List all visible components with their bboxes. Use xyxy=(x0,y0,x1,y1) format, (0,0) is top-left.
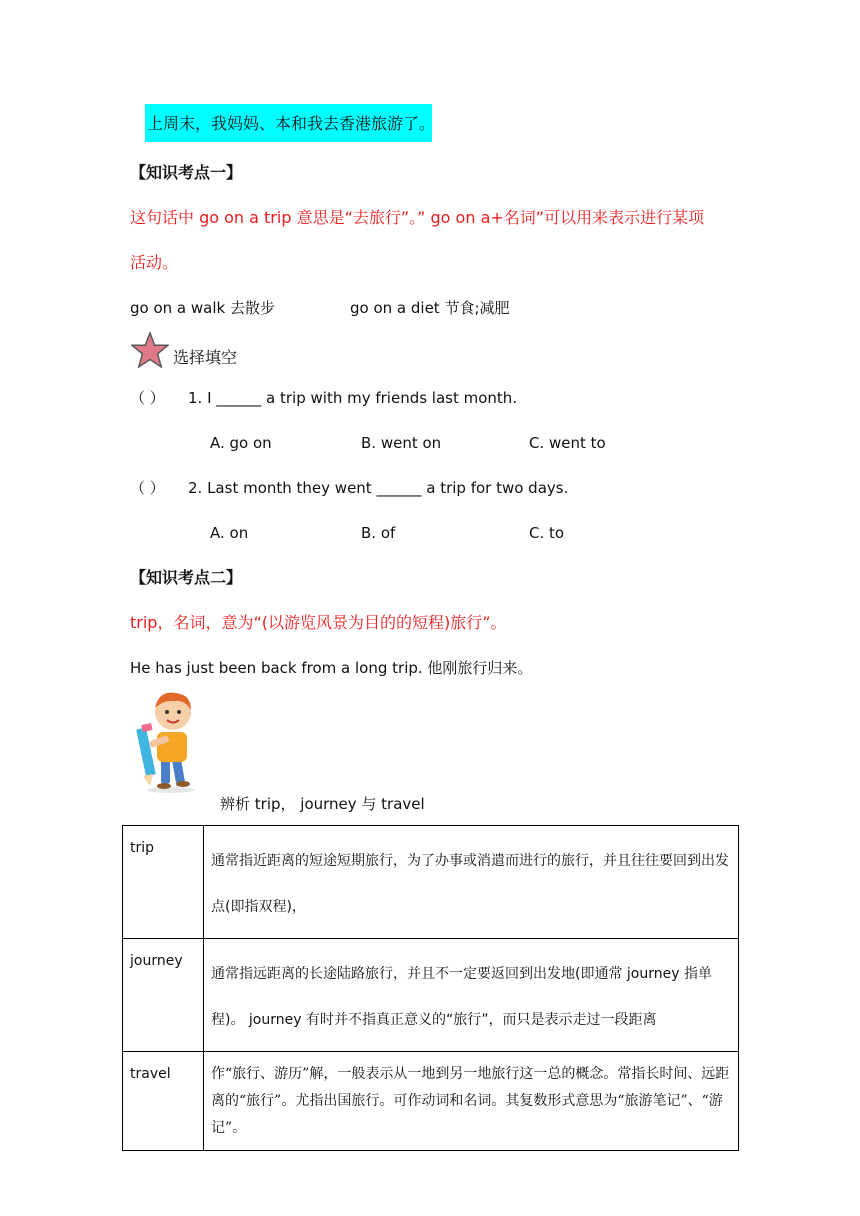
q2-option-c: C. to xyxy=(529,524,565,542)
description-cell: 作“旅行、游历”解，一般表示从一地到另一地旅行这一总的概念。常指长时间、远距离的“旅行”。尤指出国旅行。可作动词和名词。其复数形式意思为“旅游笔记”、“游记”。 xyxy=(204,1052,739,1151)
point2-heading: 【知识考点二】 xyxy=(130,568,243,587)
point1-explain-line1: 这句话中 go on a trip 意思是“去旅行”。” go on a+名词”可以用来表示进行某项 xyxy=(130,208,705,227)
q1-option-a: A. go on xyxy=(210,434,272,452)
q2-answer-blank: （ ） xyxy=(130,479,165,497)
table-row xyxy=(123,1052,739,1151)
term-cell: travel xyxy=(123,1052,204,1151)
point2-definition: trip，名词，意为“(以游览风景为目的的短程)旅行”。 xyxy=(130,613,507,632)
description-cell: 通常指远距离的长途陆路旅行，并且不一定要返回到出发地(即通常 journey 指单程)。 journey 有时并不指真正意义的“旅行”，而只是表示走过一段距离 xyxy=(204,939,739,1052)
table-row xyxy=(123,939,739,1052)
compare-caption: 辨析 trip， journey 与 travel xyxy=(220,795,425,813)
q1-answer-blank: （ ） xyxy=(130,389,165,407)
star-icon xyxy=(131,332,169,368)
point1-heading: 【知识考点一】 xyxy=(130,163,243,182)
q1-text: 1. I ______ a trip with my friends last month. xyxy=(188,389,518,407)
q1-option-b: B. went on xyxy=(361,434,442,452)
point1-explain-line2: 活动。 xyxy=(130,253,179,272)
comparison-table xyxy=(122,825,739,1151)
point2-example: He has just been back from a long trip. 他刚旅行归来。 xyxy=(130,659,533,677)
description-cell: 通常指近距离的短途短期旅行，为了办事或消遣而进行的旅行，并且往往要回到出发点(即指双程)， xyxy=(204,826,739,939)
example-go-on-a-walk: go on a walk 去散步 xyxy=(130,299,275,317)
q2-option-b: B. of xyxy=(361,524,396,542)
term-cell: journey xyxy=(123,939,204,1052)
boy-with-pencil-icon xyxy=(131,688,213,794)
q2-text: 2. Last month they went ______ a trip for two days. xyxy=(188,479,569,497)
q2-option-a: A. on xyxy=(210,524,249,542)
exercise-title: 选择填空 xyxy=(173,348,238,367)
table-row xyxy=(123,826,739,939)
q1-option-c: C. went to xyxy=(529,434,606,452)
term-cell: trip xyxy=(123,826,204,939)
example-go-on-a-diet: go on a diet 节食;减肥 xyxy=(350,299,510,317)
intro-sentence: 上周末，我妈妈、本和我去香港旅游了。 xyxy=(147,114,436,133)
